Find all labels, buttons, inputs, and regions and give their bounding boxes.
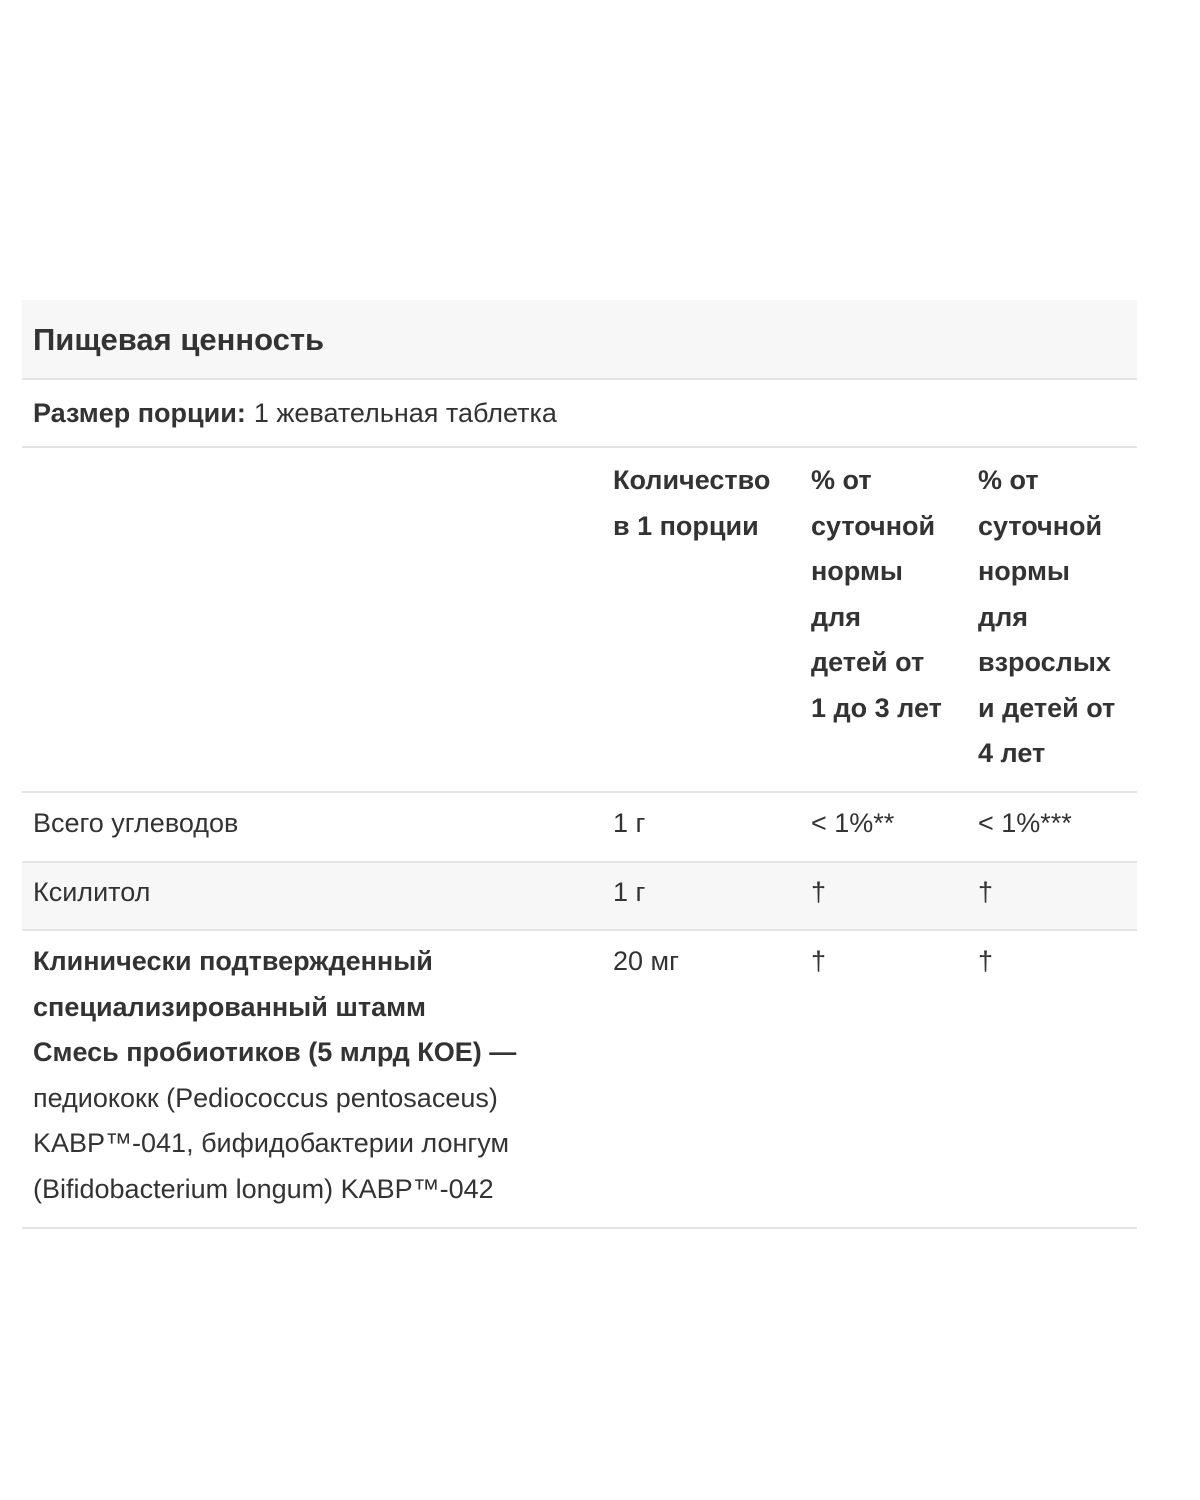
table-header-row (22, 448, 1137, 793)
nutrient-name: Ксилитол (33, 877, 151, 907)
header-dv-children-line: детей от (811, 647, 925, 677)
panel-title: Пищевая ценность (33, 322, 325, 357)
serving-size-row (22, 380, 1137, 448)
header-dv-children-line: 1 до 3 лет (811, 692, 942, 723)
nutrient-amount: 1 г (613, 877, 646, 907)
header-dv-adults-line: нормы (978, 556, 1070, 586)
header-dv-adults-line: суточной (978, 510, 1103, 541)
nutrient-amount: 20 мг (613, 946, 679, 976)
header-dv-adults-line: взрослых (978, 647, 1111, 677)
nutrient-dv-children: † (811, 877, 827, 907)
nutrient-name: Всего углеводов (33, 808, 239, 838)
nutrient-dv-children: † (811, 946, 827, 976)
nutrient-dv-adults: < 1%*** (978, 808, 1072, 838)
title-row (22, 300, 1137, 380)
nutrient-name-line: KABP™-041, бифидобактерии лонгум (33, 1128, 510, 1158)
header-dv-children-line: нормы (811, 556, 903, 586)
header-dv-children-line: для (811, 601, 862, 632)
nutrient-name (22, 939, 602, 1227)
header-amount-line: Количество (613, 465, 771, 495)
serving-size-value: 1 жевательная таблетка (253, 397, 557, 428)
header-dv-children-cell (800, 458, 967, 791)
serving-size-label: Размер порции: (33, 397, 246, 428)
header-dv-adults-line: и детей от (978, 692, 1116, 723)
nutrition-facts-panel (22, 300, 1137, 1229)
nutrient-name-bold-line: Смесь пробиотиков (5 млрд КОЕ) — (33, 1037, 517, 1067)
header-name-cell (22, 458, 602, 791)
table-row (22, 931, 1137, 1229)
nutrient-dv-adults: † (978, 877, 994, 907)
header-dv-adults-line: для (978, 601, 1029, 632)
nutrient-dv-children: < 1%** (811, 808, 895, 838)
header-amount-cell (602, 458, 800, 791)
nutrient-dv-adults: † (978, 946, 994, 976)
table-row (22, 793, 1137, 863)
header-dv-adults-line: 4 лет (978, 738, 1046, 768)
nutrient-name-bold-line: специализированный штамм (33, 991, 427, 1022)
nutrient-amount: 1 г (613, 808, 646, 838)
table-row (22, 863, 1137, 931)
nutrient-name-bold-line: Клинически подтвержденный (33, 946, 433, 976)
header-dv-adults-cell (967, 458, 1137, 791)
nutrient-name-line: (Bifidobacterium longum) KABP™-042 (33, 1173, 494, 1204)
nutrient-name-line: педиококк (Pediococcus pentosaceus) (33, 1082, 498, 1113)
header-dv-adults-line: % от (978, 465, 1039, 495)
header-dv-children-line: суточной (811, 510, 936, 541)
header-amount-line: в 1 порции (613, 510, 759, 541)
header-dv-children-line: % от (811, 465, 872, 495)
